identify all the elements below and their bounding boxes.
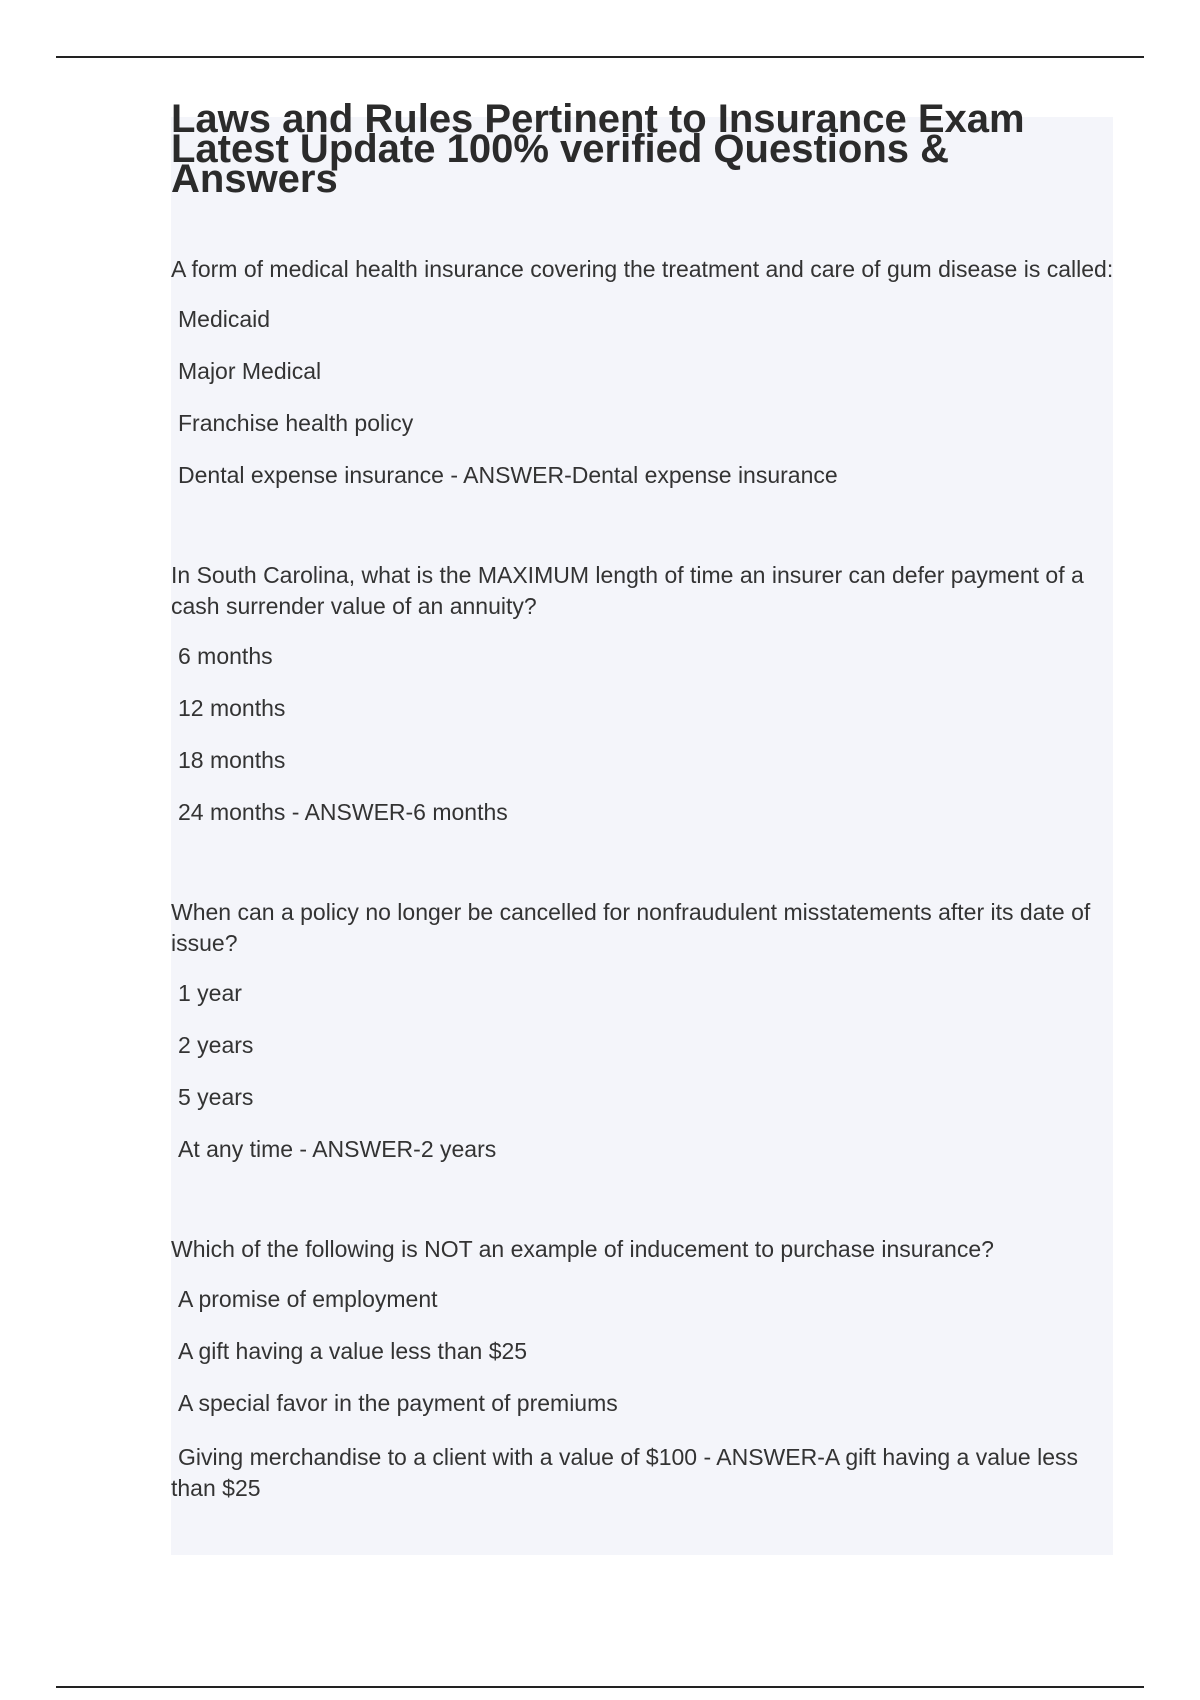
question-block-1 xyxy=(171,254,1116,488)
bottom-divider xyxy=(56,1686,1144,1688)
answer-option: 2 years xyxy=(178,1032,254,1058)
answer-options xyxy=(171,306,1116,488)
answer-option: Medicaid xyxy=(178,306,271,332)
answer-option-with-answer: Dental expense insurance - ANSWER-Dental expense insurance xyxy=(178,462,838,488)
answer-options xyxy=(171,643,1116,825)
answer-option: 5 years xyxy=(178,1084,254,1110)
question-block-2 xyxy=(171,560,1116,825)
top-divider xyxy=(56,56,1144,58)
answer-options xyxy=(171,980,1116,1162)
question-block-3 xyxy=(171,897,1116,1162)
answer-option-with-answer: 24 months - ANSWER-6 months xyxy=(178,799,508,825)
answer-option: Major Medical xyxy=(178,358,322,384)
question-text: When can a policy no longer be cancelled for nonfraudulent misstatements after its date of issue? xyxy=(171,899,1091,956)
answer-option: A gift having a value less than $25 xyxy=(178,1338,528,1364)
answer-option: Franchise health policy xyxy=(178,410,414,436)
answer-option: 12 months xyxy=(178,695,286,721)
answer-options xyxy=(171,1286,1116,1504)
question-block-4 xyxy=(171,1234,1116,1504)
question-text: Which of the following is NOT an example of inducement to purchase insurance? xyxy=(171,1236,994,1262)
document-body xyxy=(171,97,1116,1504)
answer-option: A special favor in the payment of premiums xyxy=(178,1390,618,1416)
answer-option-with-answer: Giving merchandise to a client with a value of $100 - ANSWER-A gift having a value less than $25 xyxy=(171,1444,1079,1501)
answer-option: 18 months xyxy=(178,747,286,773)
answer-option: 6 months xyxy=(178,643,273,669)
answer-option-with-answer: At any time - ANSWER-2 years xyxy=(178,1136,497,1162)
document-title: Laws and Rules Pertinent to Insurance Exam Latest Update 100% verified Questions & Answers xyxy=(171,97,1025,201)
question-text: A form of medical health insurance covering the treatment and care of gum disease is called: xyxy=(171,256,1114,282)
question-text: In South Carolina, what is the MAXIMUM length of time an insurer can defer payment of a cash surrender value of an annuity? xyxy=(171,562,1084,619)
answer-option: A promise of employment xyxy=(178,1286,438,1312)
answer-option: 1 year xyxy=(178,980,242,1006)
